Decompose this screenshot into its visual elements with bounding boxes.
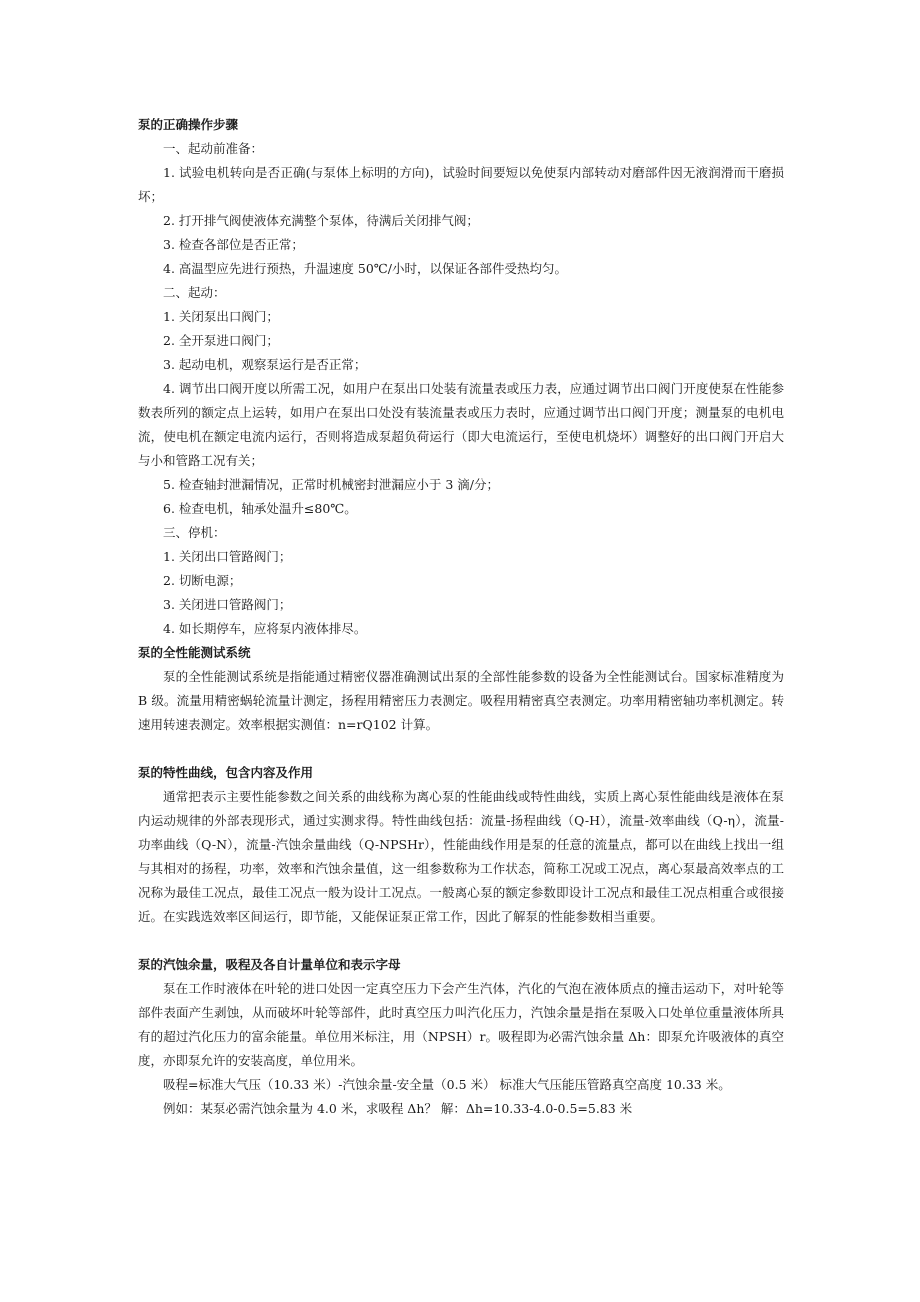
- document-content: [138, 113, 784, 1121]
- stop-item: 1. 关闭出口管路阀门；: [163, 549, 292, 564]
- stop-item: 4. 如长期停车，应将泵内液体排尽。: [163, 621, 367, 636]
- npsh-paragraph: 泵在工作时液体在叶轮的进口处因一定真空压力下会产生汽体，汽化的气泡在液体质点的撞击运动下，对叶轮等部件表面产生剥蚀，从而破坏叶轮等部件，此时真空压力叫汽化压力，汽蚀余量是指在泵吸入口处单位重量液体所具有的超过汽化压力的富余能量。单位用米标注，用（NPSH）r。吸程即为必需汽蚀余量 Δh：即泵允许吸液体的真空度，亦即泵允许的安装高度，单位用米。: [138, 981, 784, 1068]
- pre-start-item: 3. 检查各部位是否正常；: [163, 237, 304, 252]
- pre-start-heading: 一、起动前准备：: [163, 141, 264, 156]
- pre-start-item: 2. 打开排气阀使液体充满整个泵体，待满后关闭排气阀；: [163, 213, 479, 228]
- start-item: 4. 调节出口阀开度以所需工况，如用户在泵出口处装有流量表或压力表，应通过调节出口阀门开度使泵在性能参数表所列的额定点上运转，如用户在泵出口处没有装流量表或压力表时，应通过调节出口阀门开度；测量泵的电机电流，使电机在额定电流内运行，否则将造成泵超负荷运行（即大电流运行，至使电机烧坏）调整好的出口阀门开启大与小和管路工况有关；: [138, 381, 784, 468]
- stop-heading: 三、停机：: [163, 525, 226, 540]
- section-title-npsh: 泵的汽蚀余量，吸程及各自计量单位和表示字母: [138, 957, 401, 972]
- suction-formula: 吸程=标准大气压（10.33 米）-汽蚀余量-安全量（0.5 米） 标准大气压能压管路真空高度 10.33 米。: [163, 1077, 731, 1092]
- section-title-operation: 泵的正确操作步骤: [138, 117, 239, 132]
- section-title-testing: 泵的全性能测试系统: [138, 645, 251, 660]
- section-title-curves: 泵的特性曲线，包含内容及作用: [138, 765, 314, 780]
- start-item: 3. 起动电机，观察泵运行是否正常；: [163, 357, 367, 372]
- start-item: 1. 关闭泵出口阀门；: [163, 309, 279, 324]
- start-heading: 二、起动：: [163, 285, 226, 300]
- stop-item: 3. 关闭进口管路阀门；: [163, 597, 292, 612]
- start-item: 5. 检查轴封泄漏情况，正常时机械密封泄漏应小于 3 滴/分；: [163, 477, 500, 492]
- start-item: 6. 检查电机，轴承处温升≤80℃。: [163, 501, 357, 516]
- curves-paragraph: 通常把表示主要性能参数之间关系的曲线称为离心泵的性能曲线或特性曲线，实质上离心泵性能曲线是液体在泵内运动规律的外部表现形式，通过实测求得。特性曲线包括：流量-扬程曲线（Q-H），流量-效率曲线（Q-η），流量-功率曲线（Q-N），流量-汽蚀余量曲线（Q-NPSHr），性能曲线作用是泵的任意的流量点，都可以在曲线上找出一组与其相对的扬程，功率，效率和汽蚀余量值，这一组参数称为工作状态，简称工况或工况点，离心泵最高效率点的工况称为最佳工况点，最佳工况点一般为设计工况点。一般离心泵的额定参数即设计工况点和最佳工况点相重合或很接近。在实践选效率区间运行，即节能，又能保证泵正常工作，因此了解泵的性能参数相当重要。: [138, 789, 784, 924]
- suction-example: 例如：某泵必需汽蚀余量为 4.0 米，求吸程 Δh？ 解：Δh=10.33-4.0-0.5=5.83 米: [163, 1101, 633, 1116]
- pre-start-item: 4. 高温型应先进行预热，升温速度 50℃/小时，以保证各部件受热均匀。: [163, 261, 567, 276]
- stop-item: 2. 切断电源；: [163, 573, 242, 588]
- start-item: 2. 全开泵进口阀门；: [163, 333, 279, 348]
- pre-start-item: 1. 试验电机转向是否正确(与泵体上标明的方向)，试验时间要短以免使泵内部转动对磨部件因无液润滑而干磨损坏；: [138, 165, 784, 204]
- testing-paragraph: 泵的全性能测试系统是指能通过精密仪器准确测试出泵的全部性能参数的设备为全性能测试台。国家标准精度为 B 级。流量用精密蜗轮流量计测定，扬程用精密压力表测定。吸程用精密真空表测定。功率用精密轴功率机测定。转速用转速表测定。效率根据实测值：n=rQ102 计算。: [138, 669, 784, 732]
